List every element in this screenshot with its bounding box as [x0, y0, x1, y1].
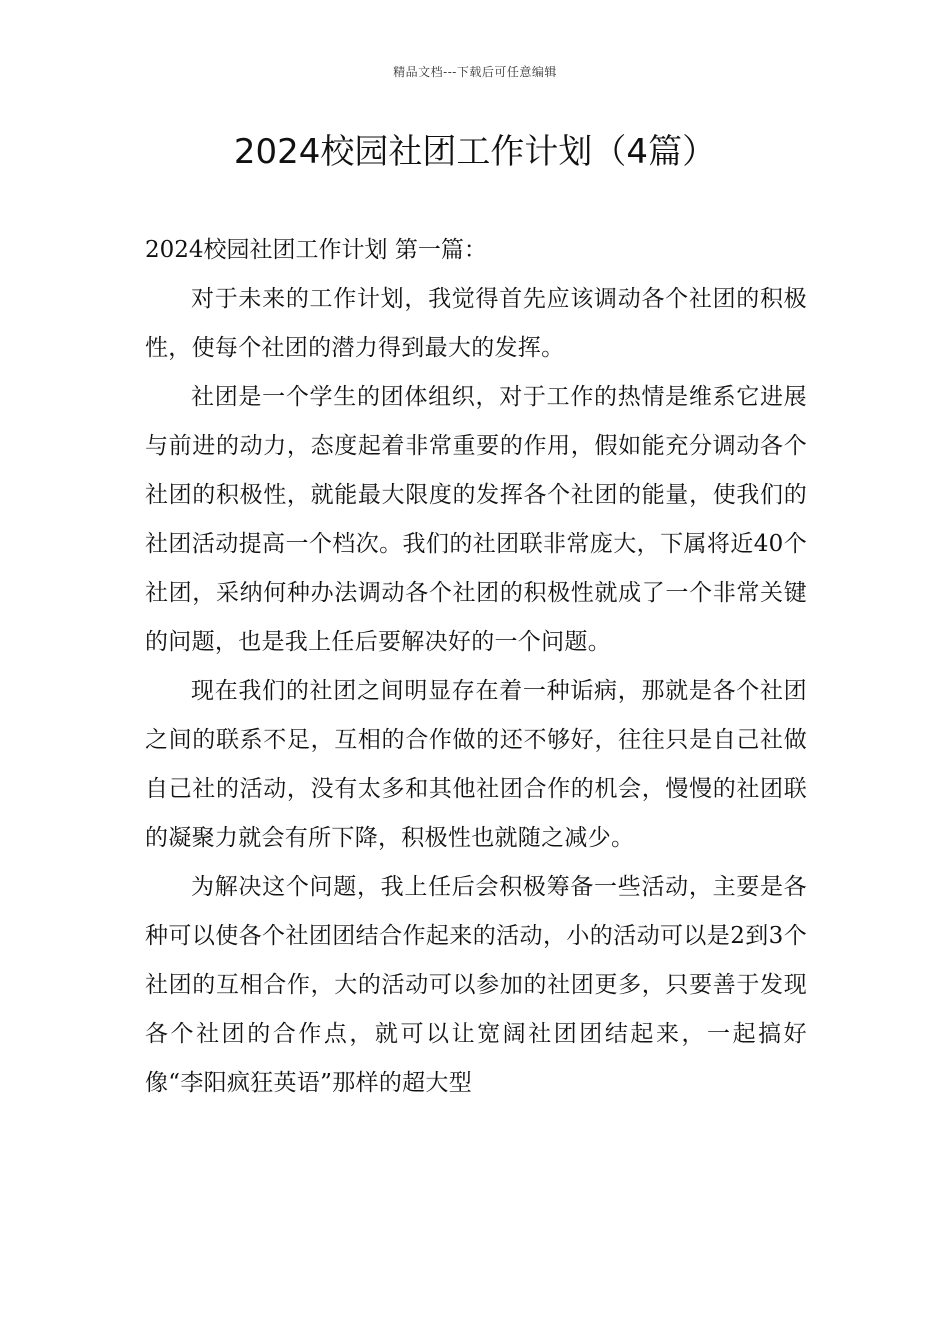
document-title: 2024校园社团工作计划（4篇）: [233, 132, 717, 172]
paragraph: 为解决这个问题，我上任后会积极筹备一些活动，主要是各种可以使各个社团团结合作起来的活动，小的活动可以是2到3个社团的互相合作，大的活动可以参加的社团更多，只要善于发现各个社团的合作点，就可以让宽阔社团团结起来，一起搞好像“李阳疯狂英语”那样的超大型: [145, 874, 807, 1096]
document-body: [145, 226, 807, 1108]
paragraph: 社团是一个学生的团体组织，对于工作的热情是维系它进展与前进的动力，态度起着非常重要的作用，假如能充分调动各个社团的积极性，就能最大限度的发挥各个社团的能量，使我们的社团活动提高一个档次。我们的社团联非常庞大，下属将近40个社团，采纳何种办法调动各个社团的积极性就成了一个非常关键的问题，也是我上任后要解决好的一个问题。: [145, 384, 807, 655]
paragraph: 对于未来的工作计划，我觉得首先应该调动各个社团的积极性，使每个社团的潜力得到最大的发挥。: [145, 286, 807, 361]
header-note: 精品文档---下载后可任意编辑: [393, 65, 557, 79]
section-heading: 2024校园社团工作计划 第一篇：: [145, 237, 487, 263]
paragraph: 现在我们的社团之间明显存在着一种诟病，那就是各个社团之间的联系不足，互相的合作做的还不够好，往往只是自己社做自己社的活动，没有太多和其他社团合作的机会，慢慢的社团联的凝聚力就会有所下降，积极性也就随之减少。: [145, 678, 807, 851]
